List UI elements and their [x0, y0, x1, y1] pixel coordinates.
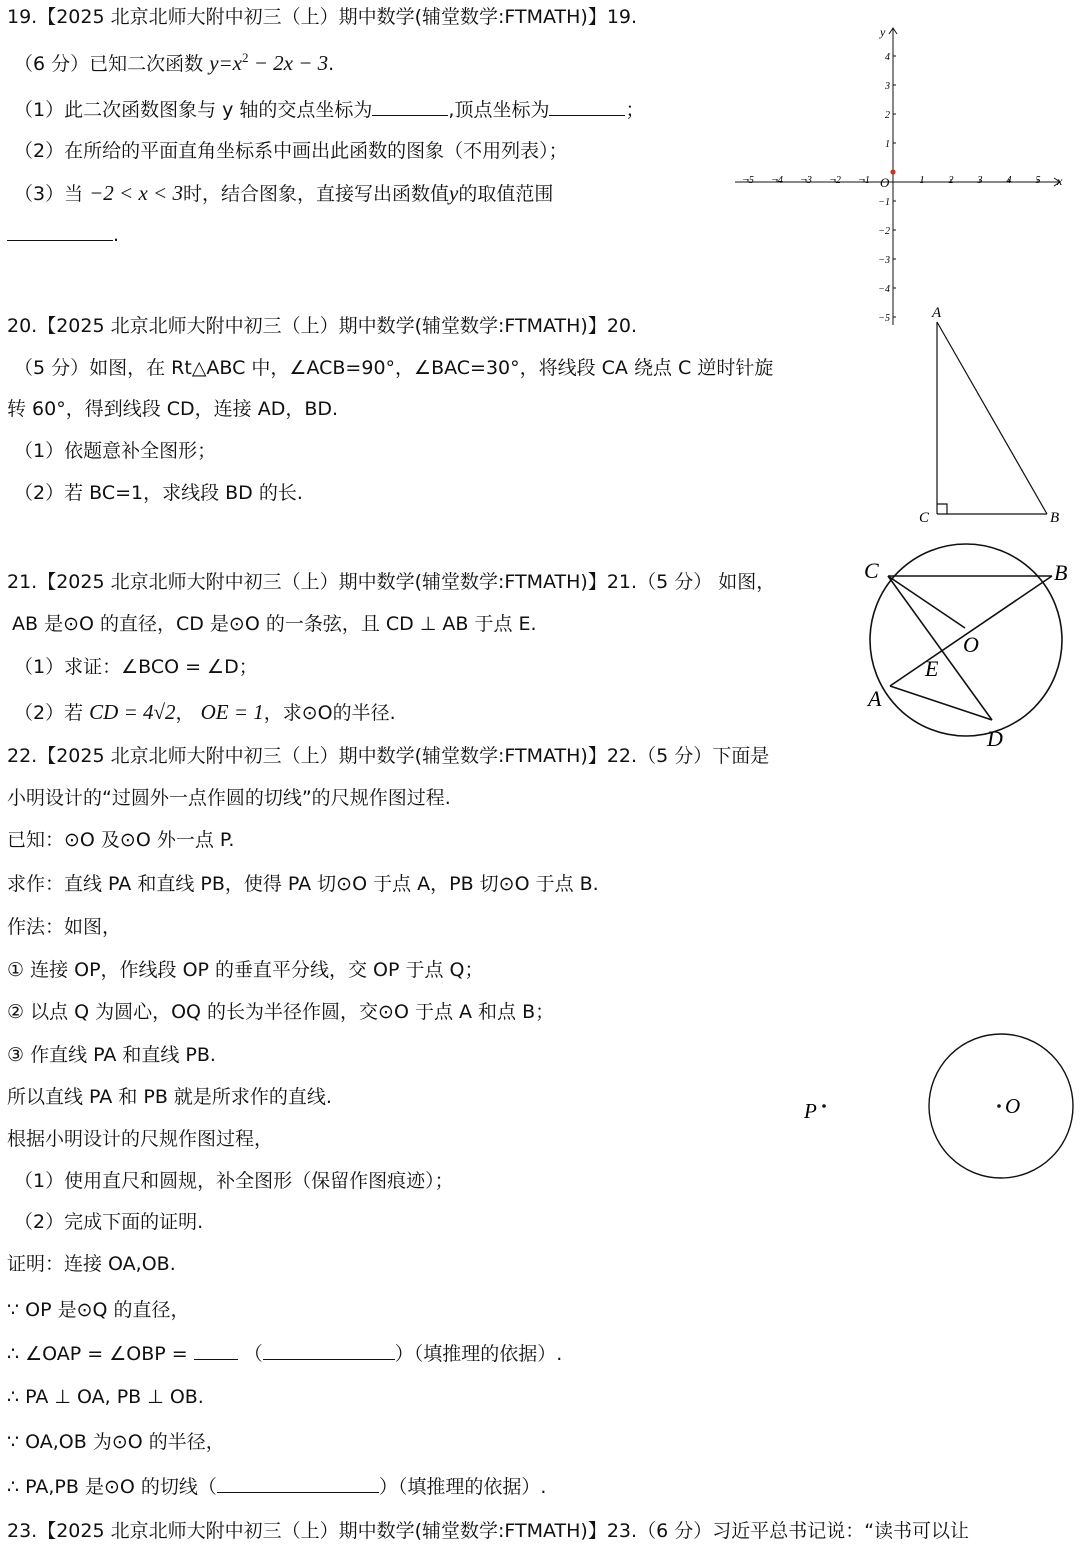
- q22-proof-line5-text-a: ∴ PA,PB 是⊙O 的切线（: [7, 1476, 217, 1498]
- label-a: A: [932, 305, 942, 321]
- q19-func-base: y=x: [209, 51, 242, 75]
- q22-intro: 根据小明设计的尺规作图过程，: [7, 1128, 274, 1150]
- y-axis-label: y: [880, 25, 886, 39]
- q22-proof-line4: ∵ OA,OB 为⊙O 的半径，: [7, 1431, 225, 1453]
- right-angle-mark: [937, 504, 947, 514]
- q20-line2: 转 60°，得到线段 CD，连接 AD，BD.: [7, 398, 339, 420]
- q22-proof-line5: [7, 1474, 546, 1500]
- q21-part1: （1）求证：∠BCO = ∠D；: [14, 656, 258, 678]
- q19-part1: [14, 97, 644, 123]
- q22-proof-line2: [7, 1341, 562, 1367]
- q22-part2: （2）完成下面的证明.: [14, 1211, 204, 1233]
- x-axis-label: x: [1057, 174, 1063, 188]
- q19-part2: （2）在所给的平面直角坐标系中画出此函数的图象（不用列表）；: [14, 140, 568, 162]
- q22-step3: ③ 作直线 PA 和直线 PB.: [7, 1044, 216, 1066]
- y-tick-label: 2: [885, 110, 890, 121]
- q19-func: [209, 51, 328, 75]
- x-tick-label: 1: [919, 175, 925, 186]
- y-tick-label: −4: [878, 284, 890, 295]
- q22-proof-line3: ∴ PA ⊥ OA, PB ⊥ OB.: [7, 1386, 204, 1408]
- label-e: E: [925, 656, 939, 681]
- point-o: [997, 1104, 1001, 1108]
- q21-part2: [14, 699, 396, 726]
- q19-intro-text: （6 分）已知二次函数: [14, 53, 204, 75]
- q21-line2: AB 是⊙O 的直径，CD 是⊙O 的一条弦，且 CD ⊥ AB 于点 E.: [12, 613, 537, 635]
- x-tick-label: −5: [742, 175, 754, 186]
- q19-part3-inequality: −2 < x < 3: [89, 181, 183, 205]
- q21-part2-text-b: ，: [175, 702, 195, 724]
- q22-proof-line2-text-b: （: [243, 1343, 263, 1365]
- q19-part3-y: y: [449, 181, 459, 205]
- origin-point: [890, 169, 895, 174]
- label-b: B: [1054, 560, 1068, 585]
- x-tick-label: 2: [948, 175, 954, 186]
- q22-step2: ② 以点 Q 为圆心，OQ 的长为半径作圆，交⊙O 于点 A 和点 B；: [7, 1001, 555, 1023]
- q21-part2-cd: CD = 4√2: [89, 700, 176, 724]
- x-tick-label: −2: [829, 175, 841, 186]
- q22-method: 作法：如图，: [7, 916, 122, 938]
- q22-given: 已知：⊙O 及⊙O 外一点 P.: [7, 829, 235, 851]
- q19-part3-text-b: 时，结合图象，直接写出函数值: [182, 183, 449, 205]
- q19-func-exp: 2: [242, 50, 249, 65]
- answer-blank[interactable]: [549, 101, 625, 116]
- label-b: B: [1050, 510, 1060, 526]
- q21-part2-oe: OE = 1: [200, 700, 264, 724]
- y-tick-label: −5: [878, 313, 890, 324]
- q22-proof-line2-text-c: ）（填推理的依据）.: [394, 1343, 563, 1365]
- origin-label: O: [880, 175, 890, 190]
- q19-part3-end: .: [113, 224, 120, 246]
- label-c: C: [864, 558, 879, 583]
- tangent-figure: [800, 1030, 1078, 1182]
- q21-part2-text-c: ，求⊙O的半径.: [263, 702, 396, 724]
- x-tick-label: −4: [771, 175, 783, 186]
- q20-part1: （1）依题意补全图形；: [14, 440, 217, 462]
- q19-part3: [14, 180, 553, 207]
- y-tick-label: 1: [885, 139, 890, 150]
- q22-step1: ① 连接 OP，作线段 OP 的垂直平分线，交 OP 于点 Q；: [7, 959, 484, 981]
- q19-part1-text-b: ,顶点坐标为: [448, 99, 550, 121]
- q19-part3-text-a: （3）当: [14, 183, 84, 205]
- y-tick-label: 3: [885, 81, 890, 92]
- y-tick-label: −2: [878, 226, 890, 237]
- x-tick-label: −3: [800, 175, 812, 186]
- label-c: C: [919, 510, 930, 526]
- circle-o: [929, 1034, 1073, 1178]
- x-tick-label: 4: [1006, 175, 1012, 186]
- y-tick-label: −1: [878, 197, 890, 208]
- label-o: O: [963, 632, 979, 657]
- diameter-ab: [890, 576, 1052, 686]
- q22-proof-start: 证明：连接 OA,OB.: [7, 1253, 176, 1275]
- q21-title: 21.【2025 北京北师大附中初三（上）期中数学(辅堂数学:FTMATH)】21.（5 分） 如图，: [7, 571, 776, 593]
- answer-blank[interactable]: [372, 101, 448, 116]
- q19-part1-text-c: ；: [625, 99, 645, 121]
- q22-proof-line1: ∵ OP 是⊙Q 的直径，: [7, 1299, 190, 1321]
- x-tick-label: 5: [1035, 175, 1041, 186]
- q20-title: 20.【2025 北京北师大附中初三（上）期中数学(辅堂数学:FTMATH)】20.: [7, 315, 638, 337]
- q19-func-rest: − 2x − 3: [253, 51, 329, 75]
- answer-blank[interactable]: [7, 226, 113, 241]
- q19-dot: .: [328, 53, 335, 75]
- q20-line1: （5 分）如图，在 Rt△ABC 中，∠ACB=90°，∠BAC=30°，将线段 CA 绕点 C 逆时针旋: [14, 357, 774, 379]
- label-a: A: [868, 686, 882, 711]
- q19-intro: [14, 50, 334, 79]
- q22-part1: （1）使用直尺和圆规，补全图形（保留作图痕迹）；: [14, 1170, 454, 1192]
- q22-required: 求作：直线 PA 和直线 PB，使得 PA 切⊙O 于点 A，PB 切⊙O 于点 B.: [7, 873, 599, 895]
- q22-line2: 小明设计的“过圆外一点作圆的切线”的尺规作图过程.: [7, 787, 451, 809]
- answer-blank[interactable]: [217, 1478, 379, 1493]
- circle-chord-figure: [860, 530, 1075, 755]
- q22-proof-line2-text-a: ∴ ∠OAP = ∠OBP =: [7, 1343, 188, 1365]
- q21-part2-text-a: （2）若: [14, 702, 84, 724]
- label-o: O: [1005, 1094, 1021, 1118]
- label-d: D: [987, 726, 1003, 751]
- q19-part3-text-c: 的取值范围: [458, 183, 554, 205]
- coordinate-plane: [730, 20, 1070, 330]
- q20-part2: （2）若 BC=1，求线段 BD 的长.: [14, 482, 303, 504]
- q19-part3-answer: [7, 222, 119, 248]
- answer-blank[interactable]: [263, 1345, 395, 1360]
- x-tick-label: 3: [977, 175, 983, 186]
- q22-proof-line5-text-b: ）（填推理的依据）.: [378, 1476, 547, 1498]
- q19-part1-text-a: （1）此二次函数图象与 y 轴的交点坐标为: [14, 99, 373, 121]
- answer-blank[interactable]: [194, 1345, 238, 1360]
- q19-title: 19.【2025 北京北师大附中初三（上）期中数学(辅堂数学:FTMATH)】19.: [7, 6, 638, 28]
- side-ab: [937, 322, 1047, 514]
- q22-conclusion: 所以直线 PA 和 PB 就是所求作的直线.: [7, 1086, 332, 1108]
- label-p: P: [804, 1099, 817, 1123]
- point-p: [822, 1104, 826, 1108]
- y-tick-label: 4: [885, 52, 890, 63]
- x-tick-label: −1: [858, 175, 870, 186]
- y-tick-label: −3: [878, 255, 890, 266]
- triangle-figure: [915, 300, 1060, 530]
- q22-title: 22.【2025 北京北师大附中初三（上）期中数学(辅堂数学:FTMATH)】22.（5 分）下面是: [7, 745, 770, 767]
- segment-co: [888, 576, 965, 628]
- q23-title: 23.【2025 北京北师大附中初三（上）期中数学(辅堂数学:FTMATH)】23.（6 分）习近平总书记说：“读书可以让: [7, 1520, 970, 1542]
